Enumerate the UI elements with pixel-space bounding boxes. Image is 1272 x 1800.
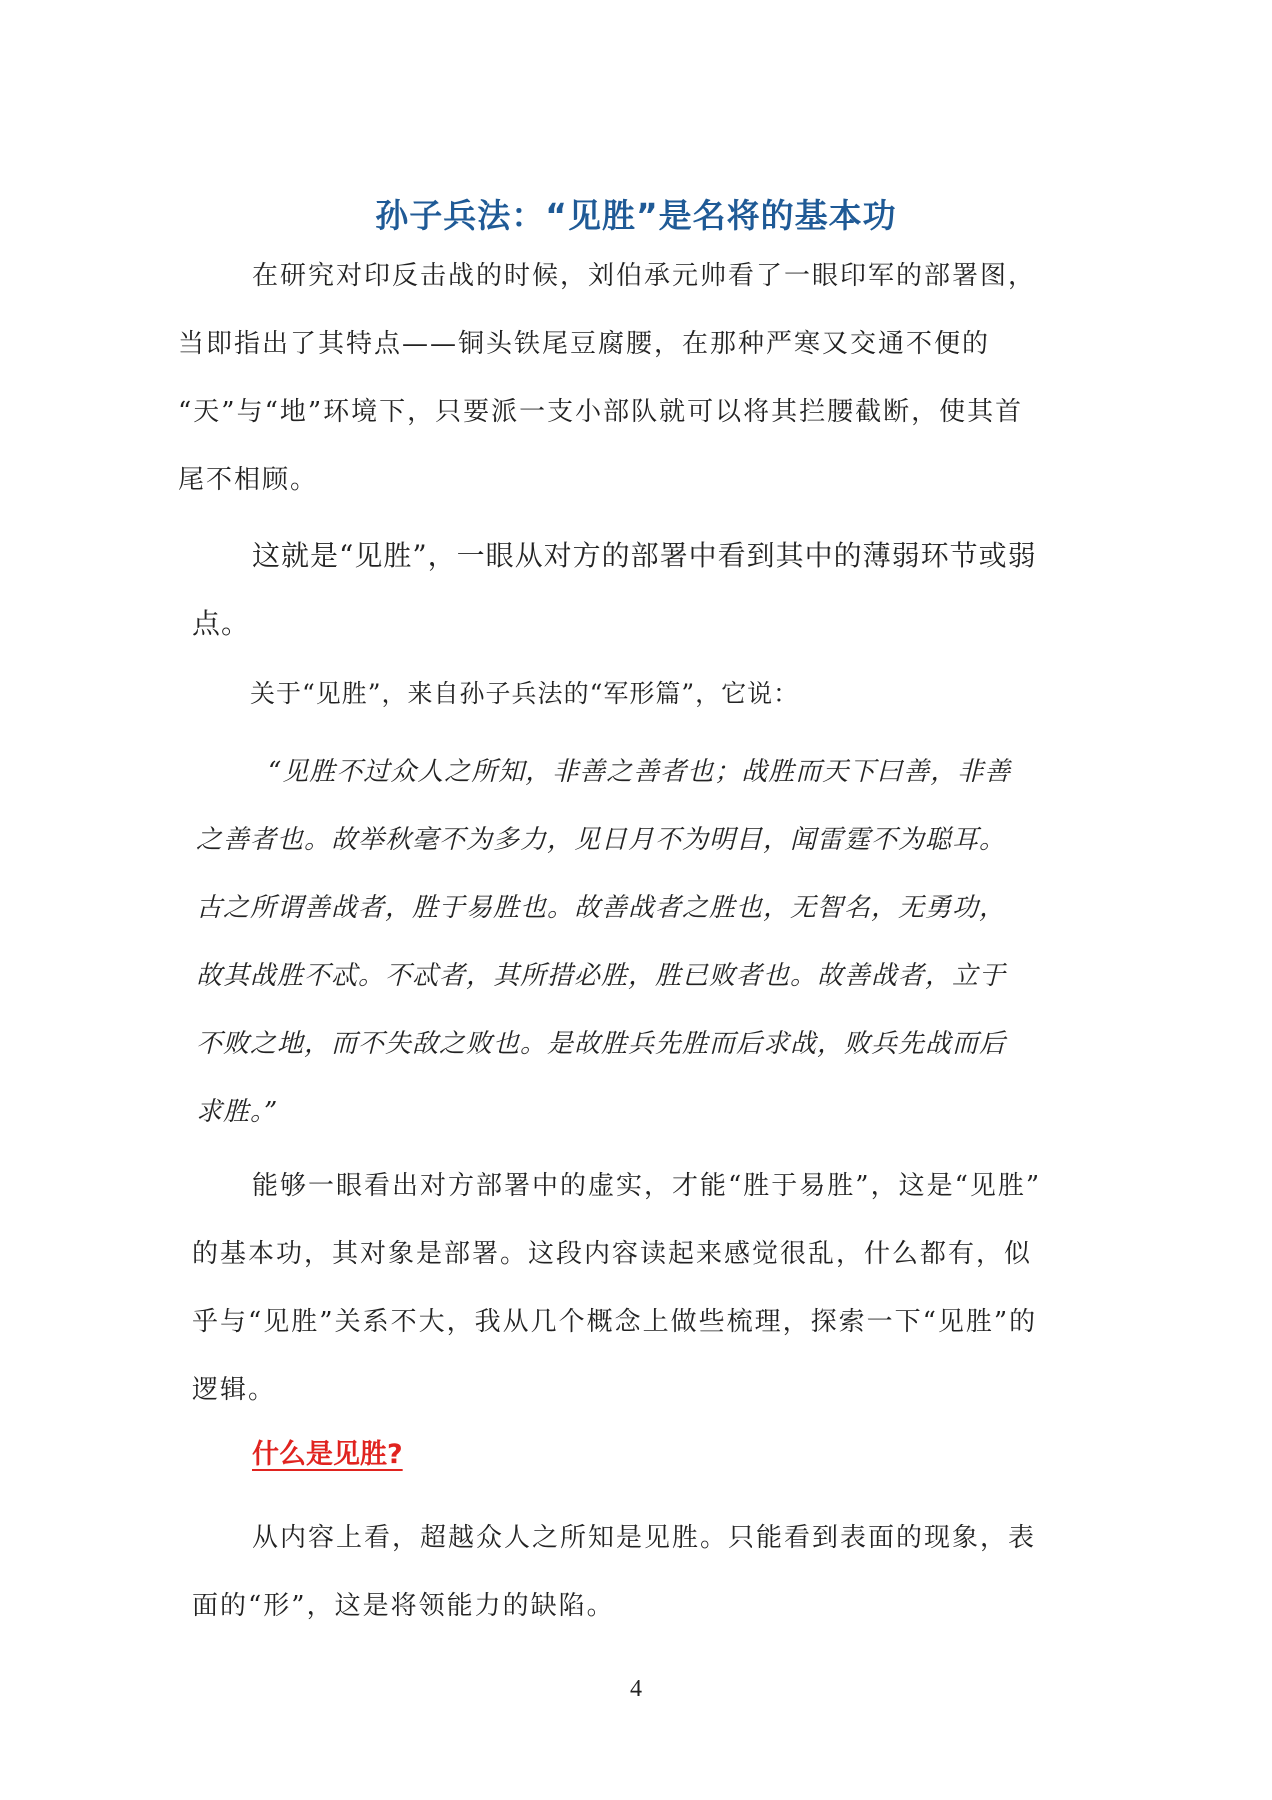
quote-line: “见胜不过众人之所知，非善之善者也；战胜而天下曰善，非善 — [268, 757, 1012, 787]
text-line: 尾不相顾。 — [178, 465, 319, 495]
text-line: 能够一眼看出对方部署中的虚实，才能“胜于易胜”，这是“见胜” — [252, 1171, 1042, 1201]
quote-line: 之善者也。故举秋毫不为多力，见日月不为明目，闻雷霆不为聪耳。 — [196, 825, 1007, 855]
analysis-paragraph — [192, 1152, 1041, 1424]
text-line: 乎与“见胜”关系不大，我从几个概念上做些梳理，探索一下“见胜”的 — [192, 1307, 1038, 1337]
quote-line: 求胜。” — [196, 1097, 279, 1127]
text-line: 点。 — [192, 607, 251, 640]
page-title: 孙子兵法：“见胜”是名将的基本功 — [375, 196, 897, 236]
content-paragraph — [192, 1504, 1036, 1640]
section-heading: 什么是见胜? — [252, 1439, 403, 1470]
sunzi-quote — [196, 738, 1011, 1146]
intro-paragraph — [178, 242, 1036, 514]
definition-paragraph — [192, 522, 1037, 658]
text-line: 这就是“见胜”，一眼从对方的部署中看到其中的薄弱环节或弱 — [252, 539, 1037, 572]
page-number: 4 — [630, 1676, 642, 1702]
text-line: 从内容上看，超越众人之所知是见胜。只能看到表面的现象，表 — [252, 1523, 1037, 1553]
text-line: 逻辑。 — [192, 1375, 277, 1405]
text-line: 的基本功，其对象是部署。这段内容读起来感觉很乱，什么都有，似 — [192, 1239, 1033, 1269]
quote-line: 故其战胜不忒。不忒者，其所措必胜，胜已败者也。故善战者，立于 — [196, 961, 1007, 991]
source-paragraph — [250, 660, 799, 728]
text-line: 面的“形”，这是将领能力的缺陷。 — [192, 1591, 615, 1621]
quote-line: 古之所谓善战者，胜于易胜也。故善战者之胜也，无智名，无勇功， — [196, 893, 1007, 923]
text-line: 在研究对印反击战的时候，刘伯承元帅看了一眼印军的部署图， — [252, 261, 1037, 291]
text-line: “天”与“地”环境下，只要派一支小部队就可以将其拦腰截断，使其首 — [178, 397, 1024, 427]
text-line: 当即指出了其特点——铜头铁尾豆腐腰，在那种严寒又交通不便的 — [178, 329, 991, 359]
text-line: 关于“见胜”，来自孙子兵法的“军形篇”，它说： — [250, 679, 800, 708]
quote-line: 不败之地，而不失敌之败也。是故胜兵先胜而后求战，败兵先战而后 — [196, 1029, 1007, 1059]
